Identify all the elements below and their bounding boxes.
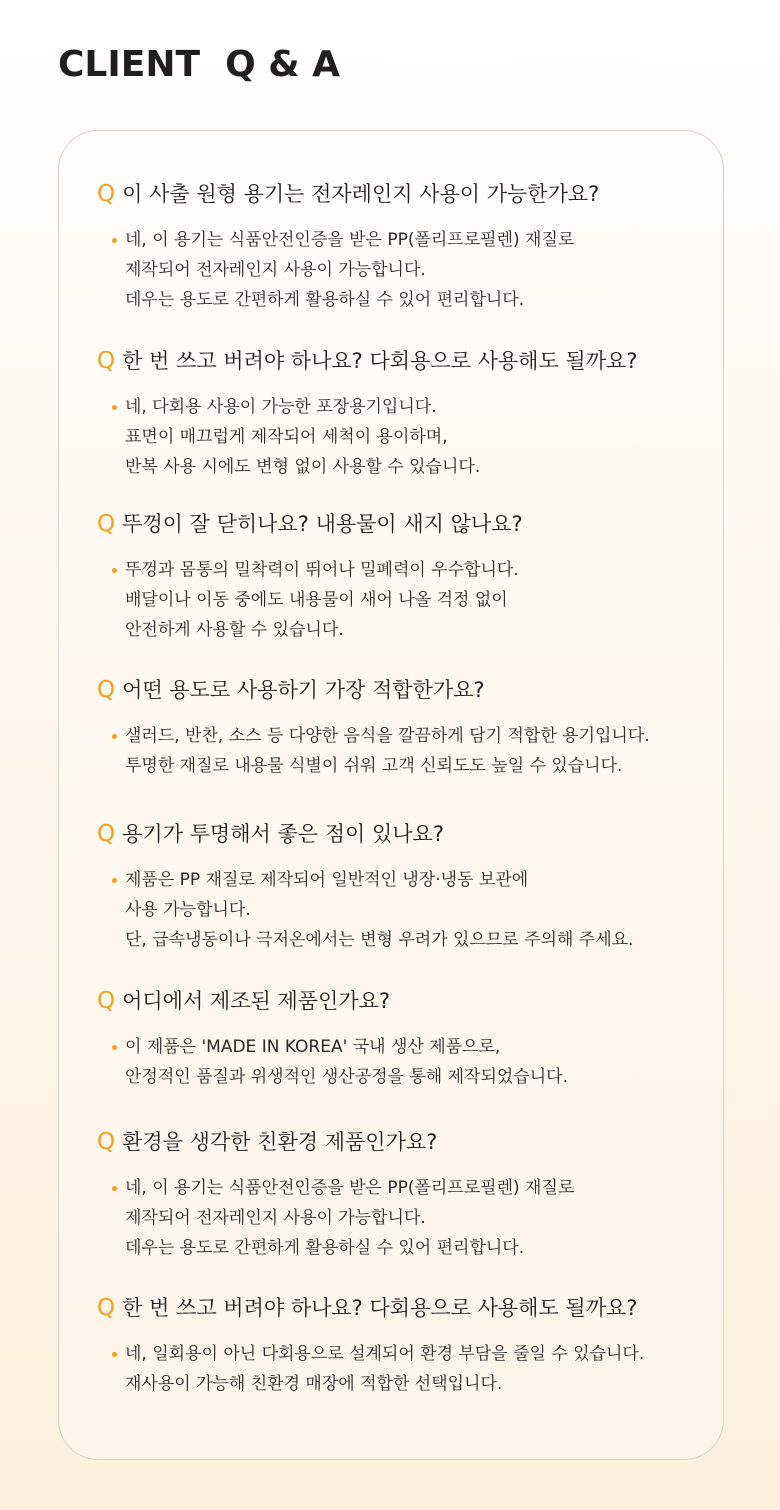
q-marker: Q bbox=[97, 348, 116, 374]
question-text: 어디에서 제조된 제품인가요? bbox=[122, 989, 391, 1013]
bullet-icon bbox=[112, 568, 117, 573]
qa-item bbox=[97, 509, 737, 645]
answer bbox=[97, 225, 737, 315]
q-marker: Q bbox=[97, 181, 116, 207]
answer-line: 네, 이 용기는 식품안전인증을 받은 PP(폴리프로필렌) 재질로 bbox=[125, 1178, 575, 1198]
question-text: 뚜껑이 잘 닫히나요? 내용물이 새지 않나요? bbox=[122, 512, 523, 536]
question bbox=[97, 509, 737, 539]
q-marker: Q bbox=[97, 677, 116, 703]
question bbox=[97, 1127, 737, 1157]
question bbox=[97, 986, 737, 1016]
q-marker: Q bbox=[97, 1129, 116, 1155]
question bbox=[97, 675, 737, 705]
answer-line: 사용 가능합니다. bbox=[125, 900, 251, 920]
q-marker: Q bbox=[97, 988, 116, 1014]
bullet-icon bbox=[112, 1186, 117, 1191]
bullet-icon bbox=[112, 238, 117, 243]
page-title: CLIENT Q & A bbox=[58, 44, 341, 85]
question bbox=[97, 1293, 737, 1323]
answer-line: 네, 일회용이 아닌 다회용으로 설계되어 환경 부담을 줄일 수 있습니다. bbox=[125, 1344, 645, 1364]
qa-item bbox=[97, 346, 737, 482]
answer-line: 표면이 매끄럽게 제작되어 세척이 용이하며, bbox=[125, 427, 448, 447]
q-marker: Q bbox=[97, 1295, 116, 1321]
answer-line: 제작되어 전자레인지 사용이 가능합니다. bbox=[125, 1208, 426, 1228]
answer-line: 투명한 재질로 내용물 식별이 쉬워 고객 신뢰도도 높일 수 있습니다. bbox=[125, 756, 623, 776]
qa-item bbox=[97, 1293, 737, 1399]
answer bbox=[97, 1173, 737, 1263]
answer bbox=[97, 721, 737, 781]
question bbox=[97, 346, 737, 376]
bullet-icon bbox=[112, 405, 117, 410]
answer-line: 데우는 용도로 간편하게 활용하실 수 있어 편리합니다. bbox=[125, 290, 525, 310]
qa-card bbox=[58, 130, 724, 1460]
question-text: 어떤 용도로 사용하기 가장 적합한가요? bbox=[122, 678, 485, 702]
question bbox=[97, 819, 737, 849]
question-text: 한 번 쓰고 버려야 하나요? 다회용으로 사용해도 될까요? bbox=[122, 1296, 638, 1320]
answer-line: 뚜껑과 몸통의 밀착력이 뛰어나 밀폐력이 우수합니다. bbox=[125, 560, 519, 580]
qa-item bbox=[97, 986, 737, 1092]
question-text: 이 사출 원형 용기는 전자레인지 사용이 가능한가요? bbox=[122, 182, 600, 206]
bullet-icon bbox=[112, 878, 117, 883]
question bbox=[97, 179, 737, 209]
answer bbox=[97, 392, 737, 482]
question-text: 환경을 생각한 친환경 제품인가요? bbox=[122, 1130, 438, 1154]
answer-line: 제작되어 전자레인지 사용이 가능합니다. bbox=[125, 260, 426, 280]
answer bbox=[97, 1339, 737, 1399]
answer-line: 안전하게 사용할 수 있습니다. bbox=[125, 620, 344, 640]
answer-line: 단, 급속냉동이나 극저온에서는 변형 우려가 있으므로 주의해 주세요. bbox=[125, 930, 634, 950]
qa-item bbox=[97, 1127, 737, 1263]
q-marker: Q bbox=[97, 821, 116, 847]
qa-item bbox=[97, 675, 737, 781]
answer-line: 반복 사용 시에도 변형 없이 사용할 수 있습니다. bbox=[125, 457, 481, 477]
answer-line: 배달이나 이동 중에도 내용물이 새어 나올 걱정 없이 bbox=[125, 590, 508, 610]
answer bbox=[97, 1032, 737, 1092]
answer bbox=[97, 555, 737, 645]
answer-line: 제품은 PP 재질로 제작되어 일반적인 냉장·냉동 보관에 bbox=[125, 870, 529, 890]
answer-line: 샐러드, 반찬, 소스 등 다양한 음식을 깔끔하게 담기 적합한 용기입니다. bbox=[125, 726, 650, 746]
bullet-icon bbox=[112, 1045, 117, 1050]
bullet-icon bbox=[112, 734, 117, 739]
q-marker: Q bbox=[97, 511, 116, 537]
answer-line: 이 제품은 'MADE IN KOREA' 국내 생산 제품으로, bbox=[125, 1037, 501, 1057]
answer-line: 재사용이 가능해 친환경 매장에 적합한 선택입니다. bbox=[125, 1374, 503, 1394]
answer-line: 안정적인 품질과 위생적인 생산공정을 통해 제작되었습니다. bbox=[125, 1067, 568, 1087]
answer-line: 데우는 용도로 간편하게 활용하실 수 있어 편리합니다. bbox=[125, 1238, 525, 1258]
qa-item bbox=[97, 819, 737, 955]
answer-line: 네, 이 용기는 식품안전인증을 받은 PP(폴리프로필렌) 재질로 bbox=[125, 230, 575, 250]
question-text: 한 번 쓰고 버려야 하나요? 다회용으로 사용해도 될까요? bbox=[122, 349, 638, 373]
question-text: 용기가 투명해서 좋은 점이 있나요? bbox=[122, 822, 444, 846]
bullet-icon bbox=[112, 1352, 117, 1357]
answer bbox=[97, 865, 737, 955]
qa-item bbox=[97, 179, 737, 315]
answer-line: 네, 다회용 사용이 가능한 포장용기입니다. bbox=[125, 397, 437, 417]
